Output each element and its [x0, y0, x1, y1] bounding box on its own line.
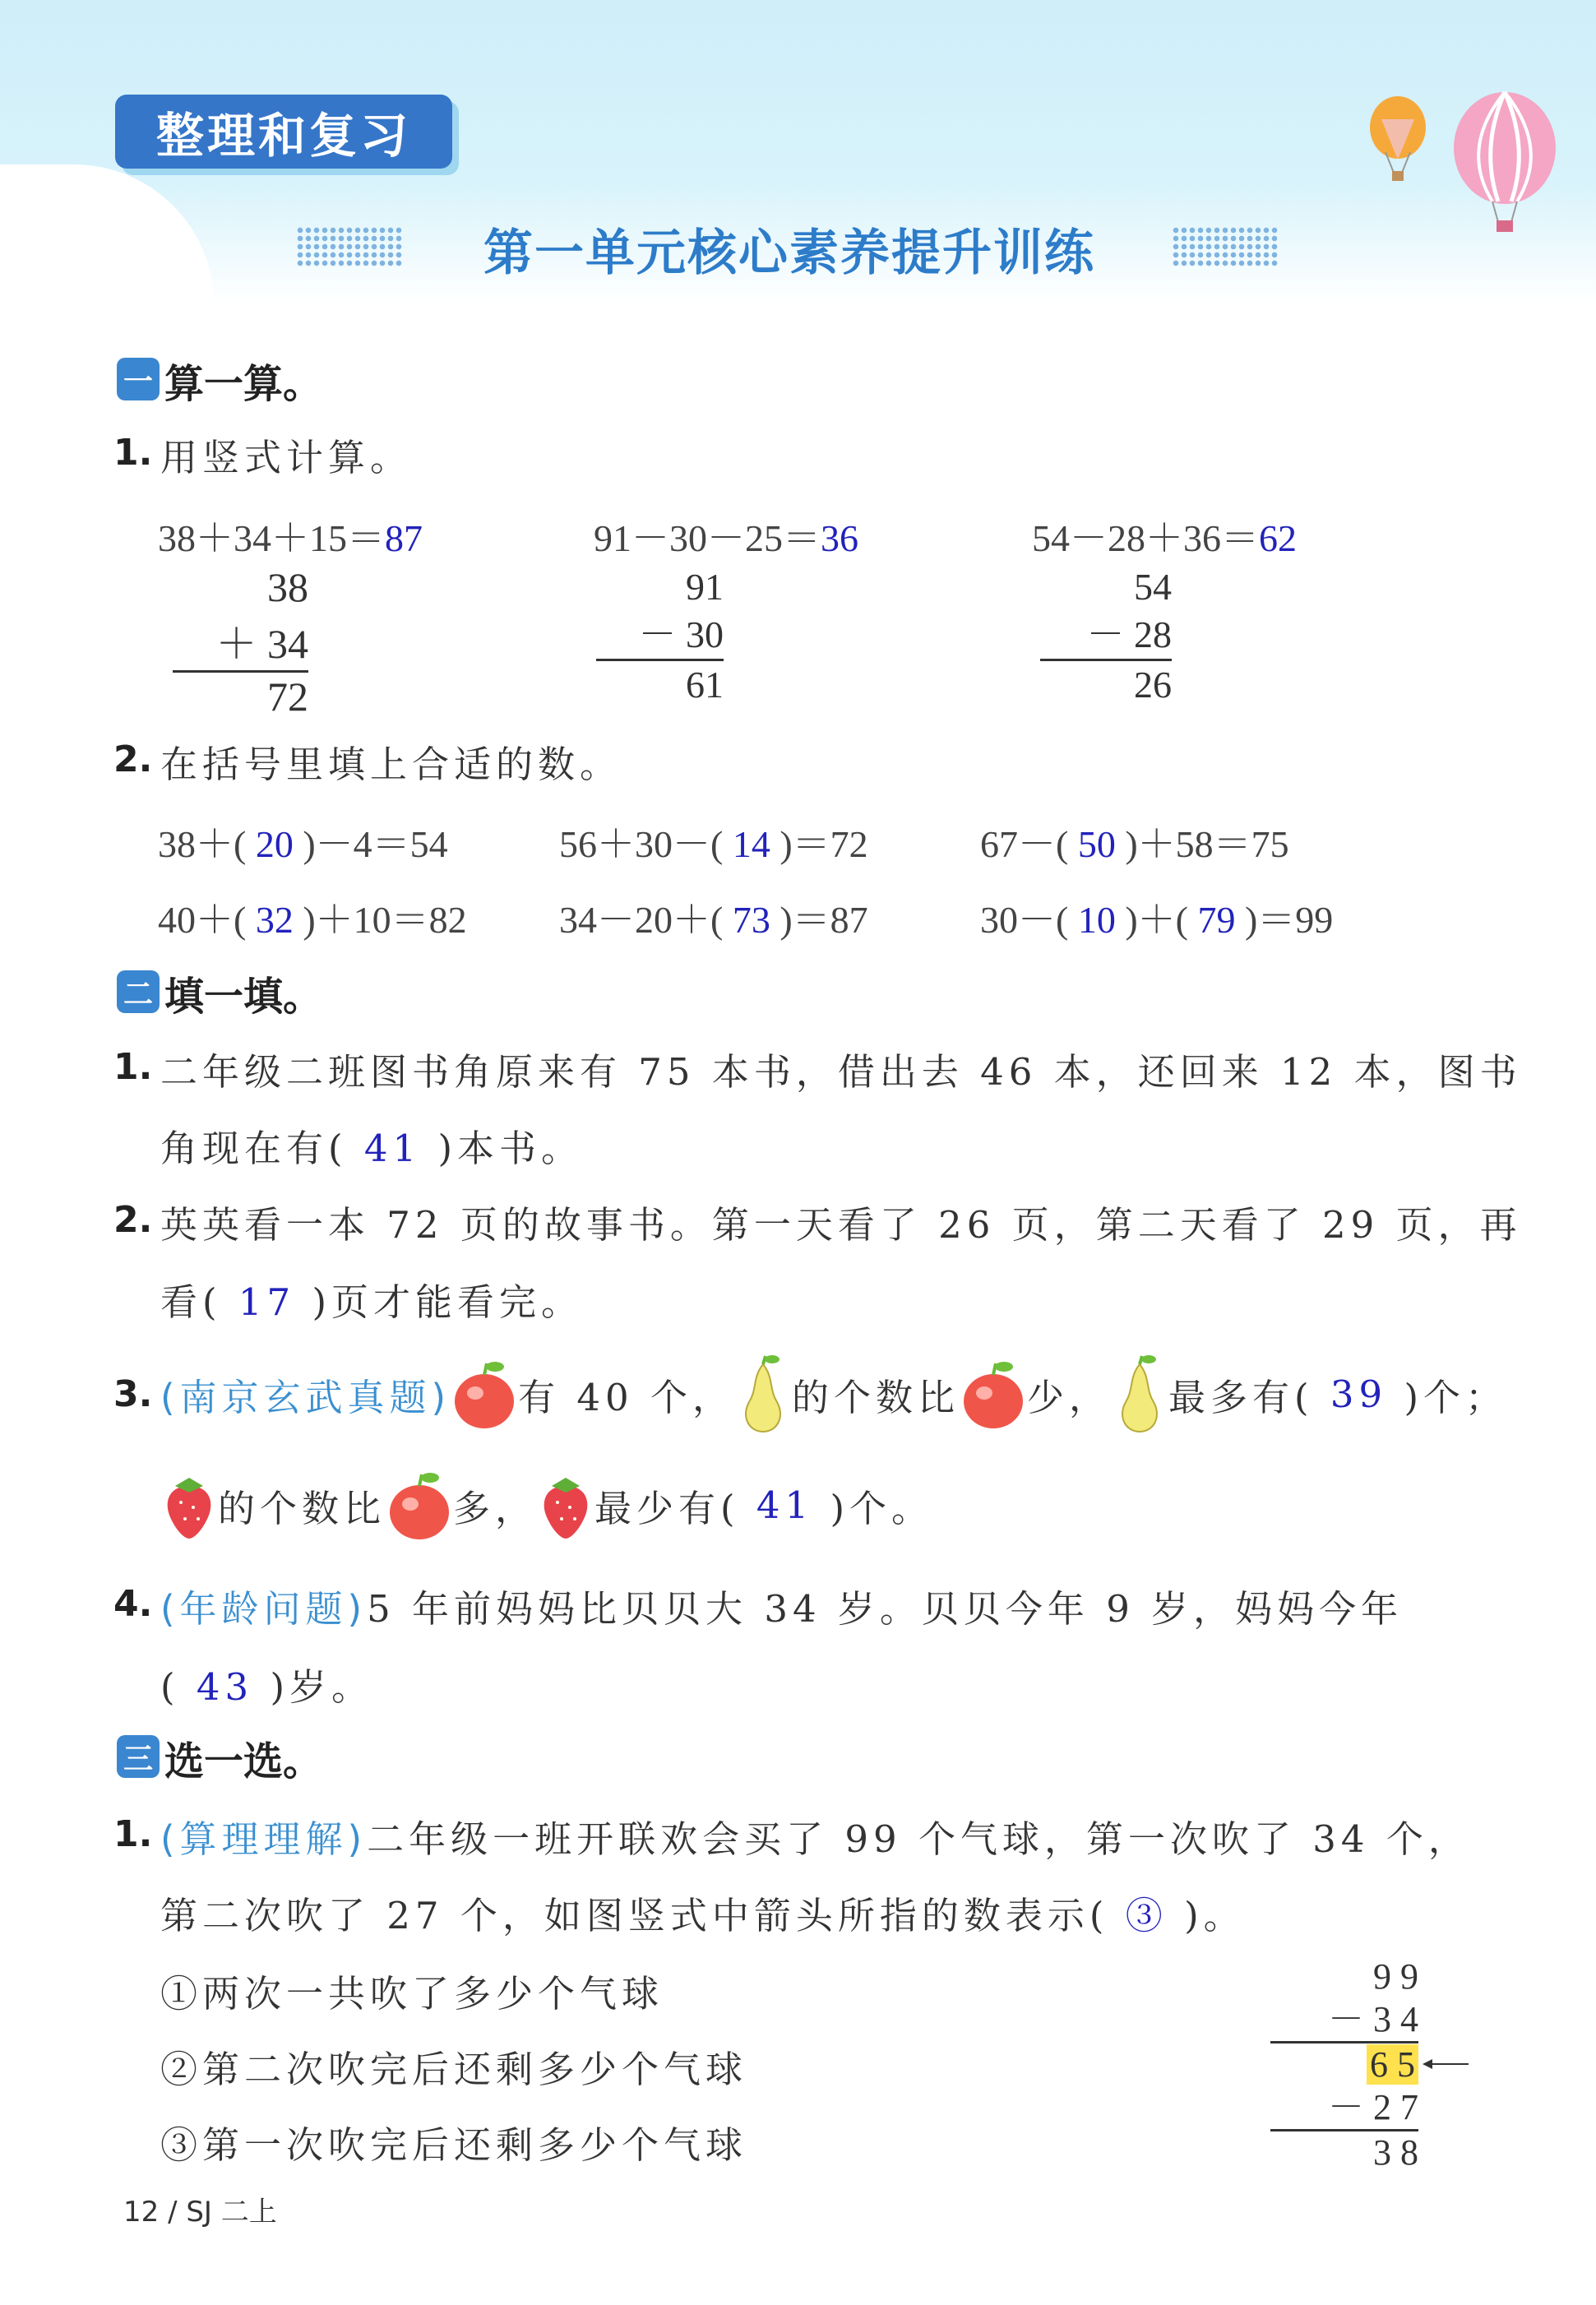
q-line: 看( 17 )页才能看完。 — [160, 1280, 584, 1324]
q-line: 第二次吹了 27 个，如图竖式中箭头所指的数表示( ③ )。 — [160, 1894, 1246, 1937]
title-dots-right — [1172, 226, 1279, 267]
vertical-calc-1 — [173, 563, 308, 720]
strawberry-icon — [160, 1470, 218, 1540]
vc2-op: － 30 — [638, 613, 724, 655]
fill-eq-6: 30－( 10 )＋( 79 )＝99 — [980, 899, 1334, 941]
apple-icon — [960, 1357, 1027, 1431]
unit-title: 第一单元核心素养提升训练 — [483, 224, 1095, 282]
section-title-2: 填一填。 — [164, 974, 323, 1020]
vc3-result: 26 — [1134, 664, 1172, 706]
q-tag: (算理理解) — [160, 1817, 368, 1861]
option-3: ③第一次吹完后还剩多少个气球 — [160, 2123, 748, 2167]
fill-eq-3: 67－( 50 )＋58＝75 — [980, 823, 1289, 865]
q-number: 1. — [113, 1813, 153, 1855]
large-balloon-icon — [1447, 90, 1562, 238]
option-2: ②第二次吹完后还剩多少个气球 — [160, 2048, 748, 2091]
q-line: 二年级二班图书角原来有 75 本书，借出去 46 本，还回来 12 本，图书 — [160, 1050, 1522, 1094]
vc1-top: 38 — [267, 564, 308, 610]
answer-1: 87 — [385, 517, 423, 559]
apple-icon — [386, 1468, 453, 1542]
fill-eq-1: 38＋( 20 )－4＝54 — [158, 823, 448, 865]
vertical-calc-2 — [596, 563, 724, 724]
q-line: 角现在有( 41 )本书。 — [160, 1127, 584, 1170]
title-dots-left — [296, 226, 403, 267]
answer-2: 36 — [821, 517, 858, 559]
expression-3: 54－28＋36＝62 — [1032, 517, 1297, 559]
vc3-op: － 28 — [1086, 613, 1172, 655]
q-number: 3. — [113, 1373, 153, 1415]
section-title-3: 选一选。 — [164, 1738, 323, 1784]
strawberry-icon — [537, 1470, 594, 1540]
highlighted-number: 6 5 — [1367, 2044, 1418, 2085]
q-line: (年龄问题)5 年前妈妈比贝贝大 34 岁。贝贝今年 9 岁，妈妈今年 — [160, 1587, 1404, 1631]
q-number: 2. — [113, 1199, 153, 1241]
expression-2: 91－30－25＝36 — [594, 517, 858, 559]
q-text: 在括号里填上合适的数。 — [160, 743, 622, 786]
q-number: 1. — [113, 432, 153, 474]
apple-icon — [451, 1357, 518, 1431]
section-number-3: 三 — [117, 1735, 160, 1778]
q-number: 4. — [113, 1583, 153, 1625]
section-number-2: 二 — [117, 970, 160, 1013]
q-line: ( 43 )岁。 — [160, 1665, 374, 1709]
vc2-result: 61 — [686, 664, 724, 706]
fill-eq-4: 40＋( 32 )＋10＝82 — [158, 899, 467, 941]
vertical-calc-3 — [1040, 563, 1172, 724]
q-tag: (年龄问题) — [160, 1587, 368, 1631]
fill-eq-2: 56＋30－( 14 )＝72 — [559, 823, 868, 865]
answer-3: 62 — [1259, 517, 1297, 559]
page-number: 12 / SJ 二上 — [123, 2196, 277, 2229]
section-number-1: 一 — [117, 358, 160, 400]
vertical-calc-balloons: 9 9 － 3 4 6 5 － 2 7 3 8 — [1270, 1956, 1418, 2174]
q-number: 2. — [113, 738, 153, 780]
small-balloon-icon — [1365, 95, 1431, 185]
option-1: ①两次一共吹了多少个气球 — [160, 1972, 664, 2016]
expression-1: 38＋34＋15＝87 — [158, 517, 423, 559]
vc3-top: 54 — [1134, 566, 1172, 608]
pear-icon — [734, 1353, 792, 1435]
vc2-top: 91 — [686, 566, 724, 608]
q-tag: (南京玄武真题) — [160, 1375, 451, 1419]
q-line: 英英看一本 72 页的故事书。第一天看了 26 页，第二天看了 29 页，再 — [160, 1203, 1522, 1247]
pear-icon — [1111, 1353, 1168, 1435]
section-title-1: 算一算。 — [164, 361, 323, 407]
vc1-op: ＋ 34 — [215, 621, 308, 667]
q-line: (南京玄武真题) 有 40 个， 的个数比 少， 最多有( 39 )个； — [160, 1349, 1507, 1439]
section-tab: 整理和复习 — [115, 95, 452, 169]
q-line: (算理理解)二年级一班开联欢会买了 99 个气球，第一次吹了 34 个， — [160, 1817, 1470, 1861]
vc1-result: 72 — [267, 673, 308, 720]
q-line: 的个数比 多， 最少有( 41 )个。 — [160, 1464, 933, 1546]
q-number: 1. — [113, 1046, 153, 1088]
arrow-left-icon — [1421, 2056, 1470, 2072]
fill-eq-5: 34－20＋( 73 )＝87 — [559, 899, 868, 941]
q-text: 用竖式计算。 — [160, 436, 413, 479]
